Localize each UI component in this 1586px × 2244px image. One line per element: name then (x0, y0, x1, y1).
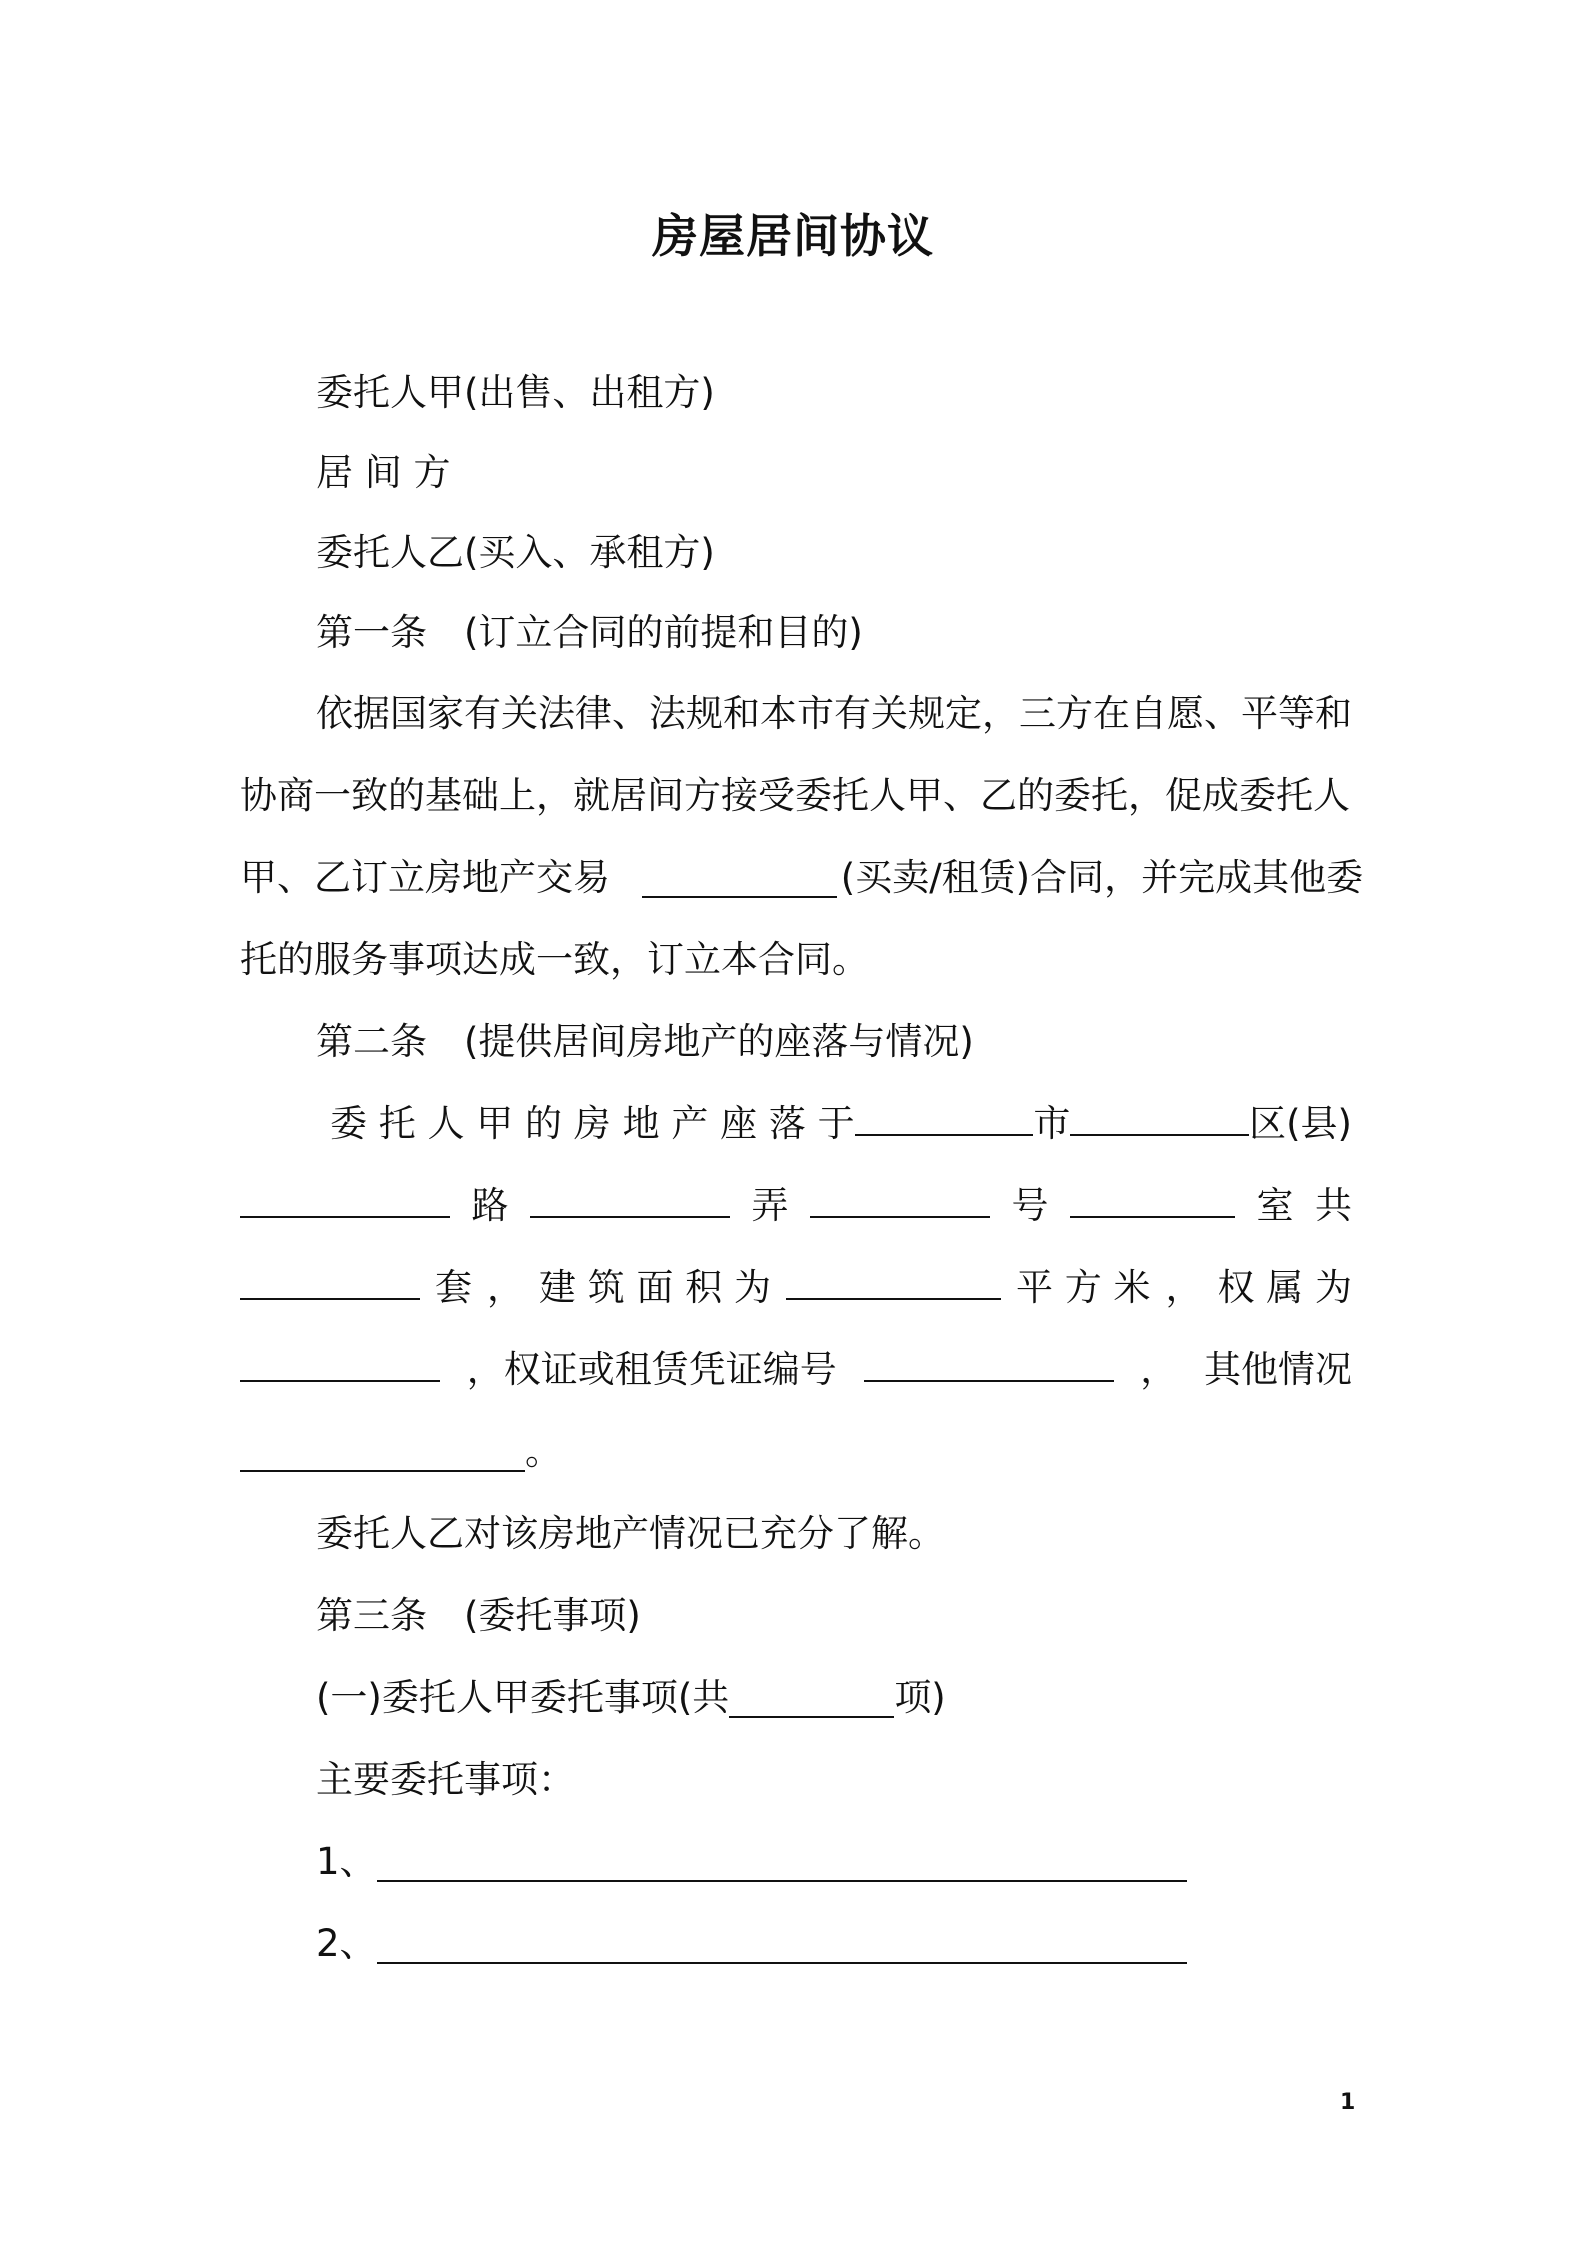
owner-text: 权 属 为 (1217, 1266, 1352, 1309)
owner-blank[interactable] (240, 1346, 440, 1382)
cert-blank[interactable] (864, 1346, 1114, 1382)
comma-text-3: ， (1140, 1348, 1178, 1391)
item-1-line (316, 1831, 1352, 1885)
comma-text-1: ， (486, 1266, 524, 1309)
item-2-line (316, 1913, 1352, 1967)
main-items-label: 主要委托事项： (316, 1758, 575, 1801)
item-a-post: 项) (894, 1676, 946, 1719)
district-text: 区(县) (1249, 1102, 1352, 1145)
article-2-line-4 (240, 1339, 1352, 1393)
article-2-note: 委托人乙对该房地产情况已充分了解。 (316, 1512, 945, 1555)
area-text: 建 筑 面 积 为 (538, 1266, 771, 1309)
road-blank[interactable] (240, 1182, 450, 1218)
item-2-blank[interactable] (377, 1928, 1187, 1964)
party-a-label: 委托人甲(出售、出租方) (316, 371, 715, 414)
document-title: 房屋居间协议 (652, 209, 934, 263)
item-a-line (316, 1667, 1352, 1721)
article-1-heading: 第一条 (订立合同的前提和目的) (316, 611, 863, 654)
article-2-line-1 (330, 1093, 1352, 1147)
article-1-line-3-text-b: (买卖/租赁)合同，并完成其他委 (840, 856, 1364, 899)
number-text: 号 (1011, 1184, 1049, 1227)
end-text: 。 (525, 1430, 562, 1473)
contract-type-blank[interactable] (642, 862, 837, 898)
number-blank[interactable] (810, 1182, 990, 1218)
city-text: 市 (1033, 1102, 1071, 1145)
article-1-line-1: 依据国家有关法律、法规和本市有关规定，三方在自愿、平等和 (316, 692, 1352, 735)
lane-text: 弄 (751, 1184, 789, 1227)
lane-blank[interactable] (530, 1182, 730, 1218)
sqm-text: 平 方 米 (1015, 1266, 1151, 1309)
other-blank[interactable] (240, 1436, 525, 1472)
item-count-blank[interactable] (729, 1682, 894, 1718)
road-text: 路 (471, 1184, 509, 1227)
item-a-pre: (一)委托人甲委托事项(共 (316, 1676, 730, 1719)
party-b-label: 委托人乙(买入、承租方) (316, 531, 715, 574)
article-1-line-3-text-a: 甲、乙订立房地产交易 (240, 856, 610, 899)
item-2-label: 2、 (316, 1922, 377, 1965)
city-blank[interactable] (855, 1100, 1034, 1136)
room-blank[interactable] (1070, 1182, 1235, 1218)
broker-label: 居 间 方 (316, 451, 451, 494)
sets-blank[interactable] (240, 1264, 420, 1300)
other-text: 其他情况 (1204, 1348, 1352, 1391)
article-3-heading: 第三条 (委托事项) (316, 1594, 641, 1637)
article-2-line-3 (240, 1257, 1352, 1311)
article-2-line-2 (240, 1175, 1352, 1229)
page-number: 1 (1340, 2090, 1356, 2115)
item-1-label: 1、 (316, 1840, 377, 1883)
total-text: 共 (1315, 1184, 1352, 1227)
room-text: 室 (1256, 1184, 1294, 1227)
located-text: 委 托 人 甲 的 房 地 产 座 落 于 (330, 1102, 855, 1145)
item-1-blank[interactable] (377, 1846, 1187, 1882)
district-blank[interactable] (1070, 1100, 1249, 1136)
cert-text: ，权证或租赁凭证编号 (466, 1348, 837, 1391)
article-1-line-4: 托的服务事项达成一致，订立本合同。 (240, 938, 869, 981)
comma-text-2: ， (1165, 1266, 1203, 1309)
article-1-line-2: 协商一致的基础上，就居间方接受委托人甲、乙的委托，促成委托人 (240, 774, 1350, 817)
sets-text: 套 (434, 1266, 472, 1309)
article-1-line-3 (240, 847, 1364, 901)
article-2-heading: 第二条 (提供居间房地产的座落与情况) (316, 1020, 974, 1063)
area-blank[interactable] (786, 1264, 1001, 1300)
article-2-line-5 (240, 1421, 1352, 1475)
